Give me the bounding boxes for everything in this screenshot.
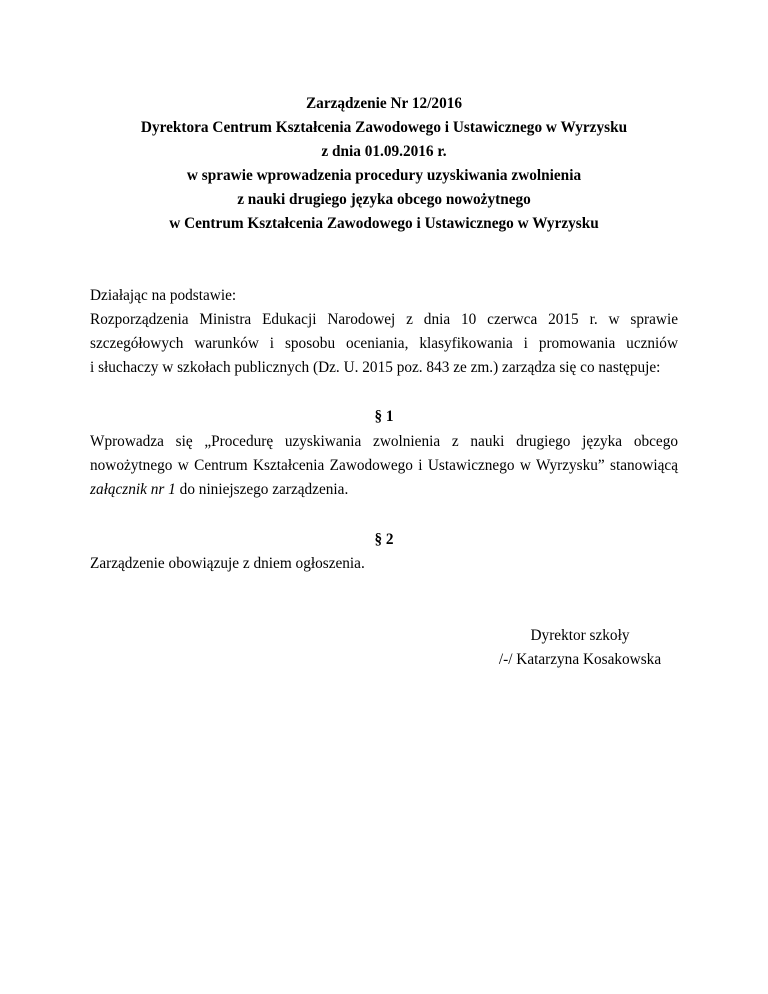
section-1-mark: § 1 (374, 408, 394, 425)
section-1-body (90, 430, 678, 502)
document-subject-line: z nauki drugiego języka obcego nowożytnego (237, 191, 531, 208)
signature-block (480, 624, 680, 672)
document-subject-line: w Centrum Kształcenia Zawodowego i Ustawicznego w Wyrzysku (169, 215, 599, 232)
legal-basis-line: Rozporządzenia Ministra Edukacji Narodowej z dnia 10 czerwca 2015 r. w sprawie (90, 311, 678, 328)
signature-name: /-/ Katarzyna Kosakowska (498, 651, 662, 668)
document-date: z dnia 01.09.2016 r. (321, 143, 447, 160)
section-1-line: nowożytnego w Centrum Kształcenia Zawodowego i Ustawicznego w Wyrzysku” stanowiącą (90, 457, 678, 474)
section-2-body (90, 552, 678, 576)
document-title: Zarządzenie Nr 12/2016 (305, 95, 463, 112)
attachment-reference: załącznik nr 1 (90, 481, 176, 498)
section-1-line: Wprowadza się „Procedurę uzyskiwania zwolnienia z nauki drugiego języka obcego (90, 433, 678, 450)
document-subject-line: w sprawie wprowadzenia procedury uzyskiwania zwolnienia (186, 167, 582, 184)
document-issuer: Dyrektora Centrum Kształcenia Zawodowego i Ustawicznego w Wyrzysku (140, 119, 628, 136)
section-1-line (90, 478, 678, 502)
legal-basis-line: szczegółowych warunków i sposobu oceniania, klasyfikowania i promowania uczniów (90, 335, 678, 352)
legal-basis-line: i słuchaczy w szkołach publicznych (Dz. U. 2015 poz. 843 ze zm.) zarządza się co następuje: (90, 359, 661, 376)
legal-basis-intro: Działając na podstawie: (90, 287, 237, 304)
section-1-line-rest: do niniejszego zarządzenia. (175, 481, 349, 498)
legal-basis (90, 284, 678, 380)
section-2-line: Zarządzenie obowiązuje z dniem ogłoszenia. (90, 555, 365, 572)
section-2-mark: § 2 (374, 531, 394, 548)
signature-role: Dyrektor szkoły (530, 627, 630, 644)
document-header (0, 92, 768, 236)
